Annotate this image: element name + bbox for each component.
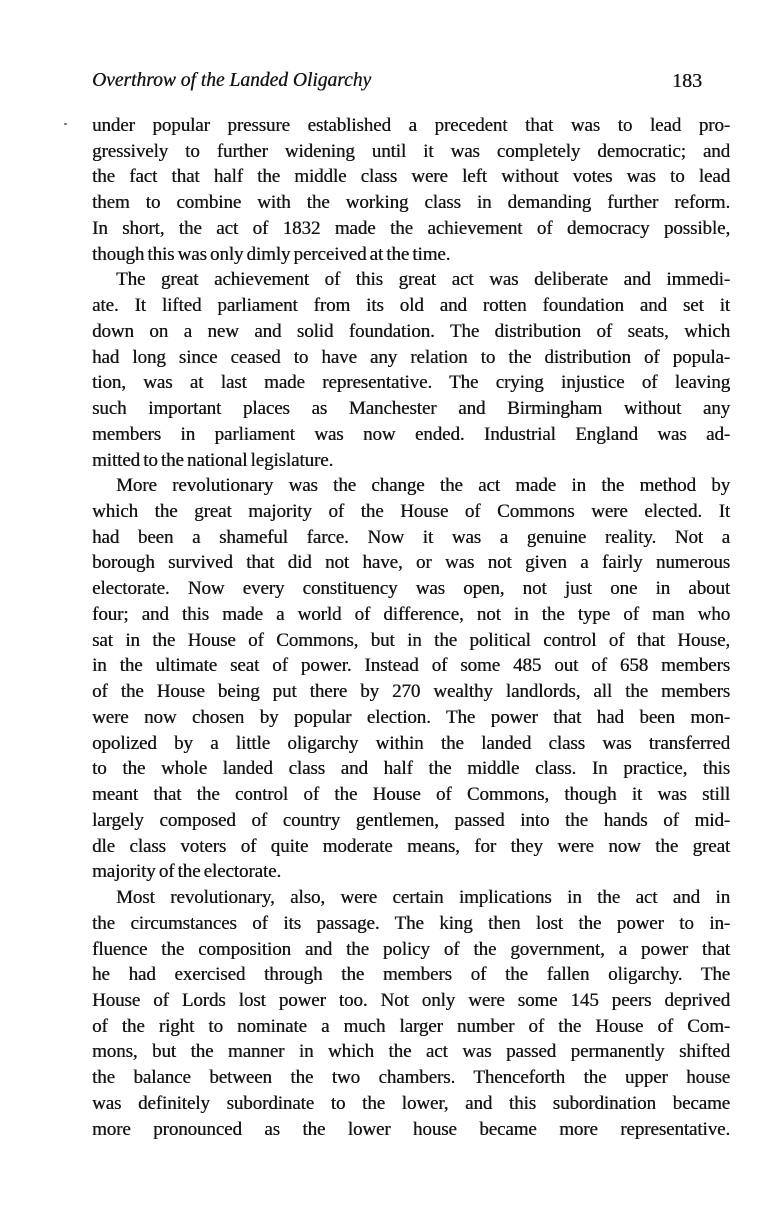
paragraph <box>92 267 730 473</box>
page-header <box>92 68 730 96</box>
text-line: which the great majority of the House of Commons were elected. It <box>92 501 730 523</box>
text-line: dle class voters of quite moderate means, for they were now the great <box>92 835 730 857</box>
text-line: meant that the control of the House of Commons, though it was still <box>92 784 730 806</box>
paragraph <box>92 473 730 885</box>
text-line: the fact that half the middle class were left without votes was to lead <box>92 166 730 188</box>
text-line: though this was only dimly perceived at the time. <box>92 243 451 265</box>
text-line: of the right to nominate a much larger number of the House of Com- <box>92 1015 730 1037</box>
page-number: 183 <box>672 70 702 92</box>
text-line: were now chosen by popular election. The power that had been mon- <box>92 706 730 728</box>
text-line: to the whole landed class and half the middle class. In practice, this <box>92 758 730 780</box>
running-title: Overthrow of the Landed Oligarchy <box>92 70 372 91</box>
text-line: them to combine with the working class in demanding further reform. <box>92 192 730 214</box>
text-line: Most revolutionary, also, were certain implications in the act and in <box>116 887 730 909</box>
text-line: down on a new and solid foundation. The distribution of seats, which <box>92 320 730 342</box>
text-line: had long since ceased to have any relation to the distribution of popula- <box>92 346 730 368</box>
paragraph <box>92 113 730 267</box>
text-line: mons, but the manner in which the act was passed permanently shifted <box>92 1041 730 1063</box>
text-line: four; and this made a world of difference, not in the type of man who <box>92 603 730 625</box>
text-line: the balance between the two chambers. Thenceforth the upper house <box>92 1067 730 1089</box>
text-line: had been a shameful farce. Now it was a genuine reality. Not a <box>92 526 730 548</box>
text-line: members in parliament was now ended. Industrial England was ad- <box>92 423 730 445</box>
text-line: sat in the House of Commons, but in the political control of that House, <box>92 629 730 651</box>
text-line: he had exercised through the members of the fallen oligarchy. The <box>92 964 730 986</box>
text-line: opolized by a little oligarchy within the landed class was transferred <box>92 732 730 754</box>
text-line: ate. It lifted parliament from its old and rotten foundation and set it <box>92 295 730 317</box>
text-line: fluence the composition and the policy of the government, a power that <box>92 938 730 960</box>
text-line: was definitely subordinate to the lower, and this subordination became <box>92 1092 730 1114</box>
text-line: More revolutionary was the change the act made in the method by <box>116 475 730 497</box>
text-line: such important places as Manchester and Birmingham without any <box>92 398 730 420</box>
scan-speck <box>64 123 67 125</box>
paragraph <box>92 885 730 1142</box>
text-line: the circumstances of its passage. The king then lost the power to in- <box>92 912 730 934</box>
text-line: mitted to the national legislature. <box>92 449 334 471</box>
text-line: The great achievement of this great act was deliberate and immedi- <box>116 269 730 291</box>
text-line: tion, was at last made representative. The crying injustice of leaving <box>92 372 730 394</box>
text-line: of the House being put there by 270 wealthy landlords, all the members <box>92 681 730 703</box>
text-line: House of Lords lost power too. Not only were some 145 peers deprived <box>92 989 730 1011</box>
text-line: In short, the act of 1832 made the achievement of democracy possible, <box>92 217 730 239</box>
text-line: under popular pressure established a precedent that was to lead pro- <box>92 115 730 136</box>
text-line: more pronounced as the lower house became more representative. <box>92 1118 730 1140</box>
text-line: in the ultimate seat of power. Instead of some 485 out of 658 members <box>92 655 730 677</box>
text-line: borough survived that did not have, or was not given a fairly numerous <box>92 552 730 574</box>
text-line: largely composed of country gentlemen, passed into the hands of mid- <box>92 809 730 831</box>
text-line: majority of the electorate. <box>92 861 282 883</box>
page-body <box>92 113 730 1142</box>
text-line: gressively to further widening until it was completely democratic; and <box>92 140 730 162</box>
text-line: electorate. Now every constituency was open, not just one in about <box>92 578 730 600</box>
